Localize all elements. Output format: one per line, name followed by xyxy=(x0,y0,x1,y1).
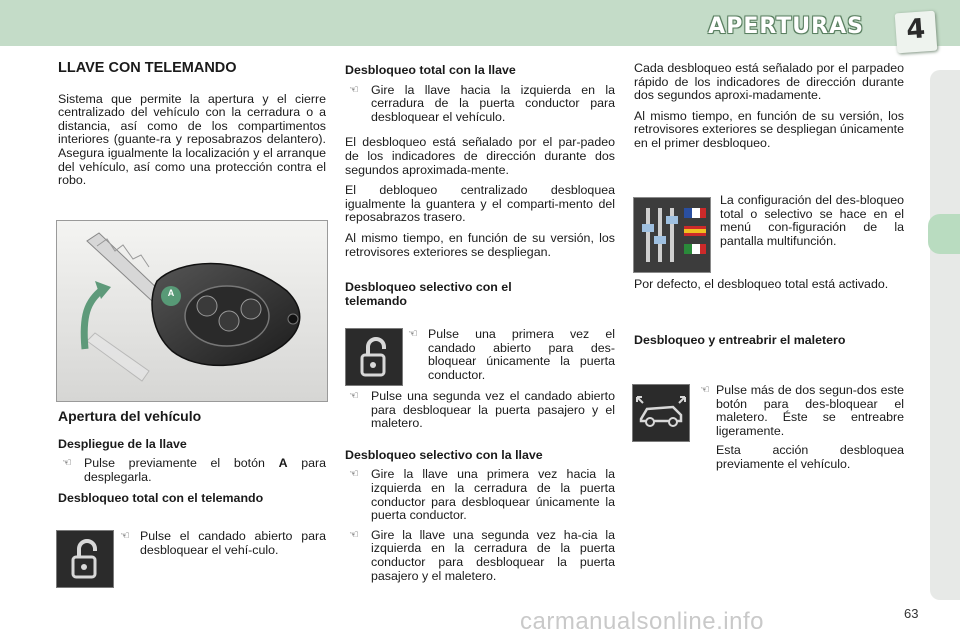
bullet-selectivo-1-block xyxy=(408,328,615,388)
bullet-maletero: ☜ Pulse más de dos segun-dos este botón para des-bloquear el maletero. Éste se entreabre ligeramente. xyxy=(700,383,904,438)
column-1-lower xyxy=(58,410,326,512)
paragraph-configuracion: La configuración del des-bloqueo total o selectivo se hace en el menú con-figuración de la pantalla multifunción. xyxy=(720,193,904,248)
pointing-hand-icon: ☜ xyxy=(349,528,359,541)
chapter-title: APERTURAS xyxy=(708,14,864,39)
bullet-total-llave: ☜ Gire la llave hacia la izquierda en la cerradura de la puerta conductor para desbloquear el vehículo. xyxy=(349,82,615,124)
paragraph-retrovisores: Al mismo tiempo, en función de su versión, los retrovisores exteriores se despliegan. xyxy=(345,230,615,259)
config-text-block xyxy=(720,194,904,255)
pointing-hand-icon: ☜ xyxy=(62,457,72,470)
section-title: LLAVE CON TELEMANDO xyxy=(58,60,237,76)
pointing-hand-icon: ☜ xyxy=(349,468,359,481)
paragraph-retrovisores-primer: Al mismo tiempo, en función de su versión, los retrovisores exteriores se despliegan únicamente en el primer desbloqueo. xyxy=(634,108,904,150)
heading-total-telemando: Desbloqueo total con el telemando xyxy=(58,491,264,506)
paragraph-centralizado: El debloqueo centralizado desbloquea igualmente la guantera y el comparti-mento del reposabrazos trasero. xyxy=(345,183,615,225)
paragraph-senalado: El desbloqueo está señalado por el par-padeo de los indicadores de dirección durante dos segundos aproximada-mente. xyxy=(345,135,615,177)
car-trunk-icon xyxy=(632,384,690,442)
bullet-despliegue: ☜ Pulse previamente el botón A para desplegarla. xyxy=(62,456,326,484)
column-3-mid xyxy=(634,278,904,353)
intro-paragraph: Sistema que permite la apertura y el cierre centralizado del vehículo con la cerradura o a distancia, así como de los compartimentos interiores (guante-ra y reposabrazos delantero). Asegura igualmente la localización y el arranque del vehículo, así como una protección contra el robo. xyxy=(58,91,326,188)
bullet-selectivo-llave-2: ☜ Gire la llave una segunda vez ha-cia la izquierda en la cerradura de la puerta conductor para desbloquear la puerta pasajero y el maletero. xyxy=(349,527,615,583)
bullet-total-telemando-block xyxy=(120,530,326,563)
pointing-hand-icon: ☜ xyxy=(349,390,359,402)
maletero-text-block xyxy=(700,384,904,479)
chapter-badge xyxy=(895,11,938,54)
paragraph-maletero-nota: Esta acción desbloquea previamente el vehículo. xyxy=(716,443,904,471)
side-tab-strip xyxy=(930,70,960,600)
pointing-hand-icon: ☜ xyxy=(349,83,359,96)
open-padlock-icon xyxy=(345,328,403,386)
bullet-selectivo-llave-1: ☜ Gire la llave una primera vez hacia la izquierda en la cerradura de la puerta conductor para desbloquear únicamente la puerta conductor. xyxy=(349,467,615,523)
column-2-lower xyxy=(345,390,615,589)
bullet-selectivo-1: ☜ Pulse una primera vez el candado abierto para des-bloquear únicamente la puerta conductor. xyxy=(408,327,615,382)
pointing-hand-icon: ☜ xyxy=(408,328,418,340)
bullet-selectivo-2: ☜ Pulse una segunda vez el candado abierto para desbloquear la puerta pasajero y el maletero. xyxy=(349,389,615,431)
column-2 xyxy=(345,64,615,314)
column-1 xyxy=(58,62,326,195)
heading-maletero: Desbloqueo y entreabrir el maletero xyxy=(634,332,846,347)
page-number: 63 xyxy=(904,606,919,621)
heading-selectivo-llave: Desbloqueo selectivo con la llave xyxy=(345,447,543,462)
heading-total-llave: Desbloqueo total con la llave xyxy=(345,63,516,77)
remote-key-photo xyxy=(56,220,328,402)
open-padlock-icon xyxy=(56,530,114,588)
bullet-total-telemando: ☜ Pulse el candado abierto para desbloquear el vehí-culo. xyxy=(120,529,326,557)
pointing-hand-icon: ☜ xyxy=(120,530,130,542)
heading-selectivo-telemando: Desbloqueo selectivo con el telemando xyxy=(345,280,512,308)
column-3 xyxy=(634,62,904,158)
paragraph-defecto: Por defecto, el desbloqueo total está activado. xyxy=(634,277,889,291)
pointing-hand-icon: ☜ xyxy=(700,384,710,396)
heading-despliegue: Despliegue de la llave xyxy=(58,436,187,451)
remote-key-illustration xyxy=(57,221,327,401)
side-tab-active[interactable] xyxy=(928,214,960,254)
paragraph-parpadeo: Cada desbloqueo está señalado por el parpadeo rápido de los indicadores de dirección durante dos segundos aproxi-madamente. xyxy=(634,61,904,103)
watermark: carmanualsonline.info xyxy=(520,608,764,635)
chapter-number: 4 xyxy=(905,13,927,46)
subsection-title: Apertura del vehículo xyxy=(58,408,202,424)
settings-menu-icon xyxy=(633,197,711,273)
key-button-a-label: A xyxy=(167,288,175,298)
